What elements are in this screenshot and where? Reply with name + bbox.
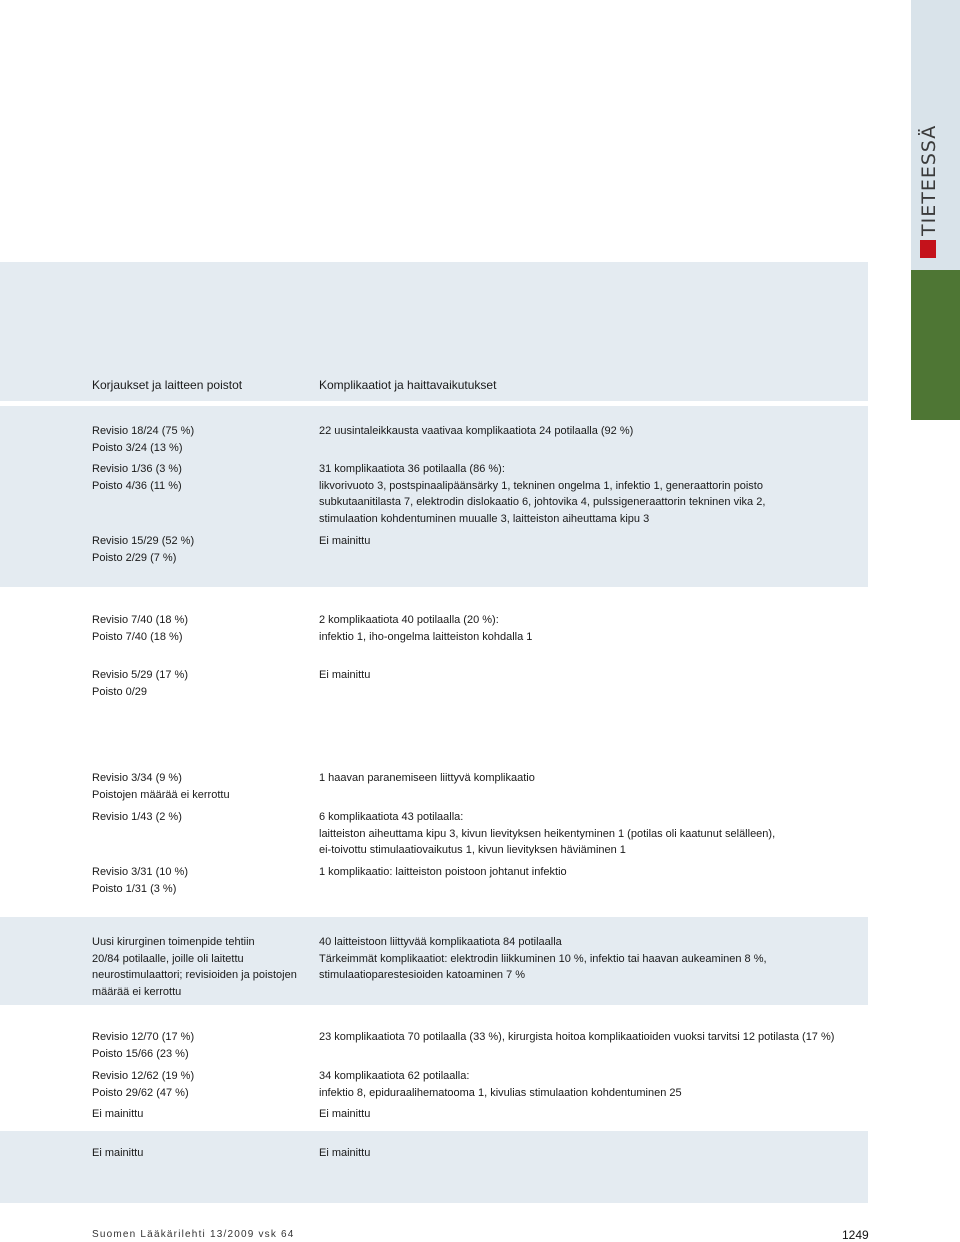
- table-row-right: 23 komplikaatiota 70 potilaalla (33 %), kirurgista hoitoa komplikaatioiden vuoksi tarvitsi 12 potilasta (17 %): [319, 1031, 835, 1043]
- table-band-5: [0, 1131, 868, 1203]
- table-row-left: Revisio 1/43 (2 %): [92, 811, 182, 823]
- section-label: TIETEESSÄ: [918, 124, 940, 236]
- table-row-right: 31 komplikaatiota 36 potilaalla (86 %): likvorivuoto 3, postspinaalipäänsärky 1, tekninen ongelma 1, infektio 1, generaattorin poisto subkutaanitilasta 7, elektrodin dislokaatio 6, johtovika 4, pulssigeneraattorin tekninen vika 2, stimulaation kohdentuminen muualle 3, laitteiston aiheuttama kipu 3: [319, 463, 766, 525]
- table-row-left: Revisio 5/29 (17 %) Poisto 0/29: [92, 669, 188, 698]
- table-row-right: Ei mainittu: [319, 1147, 371, 1159]
- table-row-right: 1 haavan paranemiseen liittyvä komplikaatio: [319, 772, 535, 784]
- column-header-left: Korjaukset ja laitteen poistot: [92, 378, 243, 392]
- table-row-left: Ei mainittu: [92, 1108, 144, 1120]
- table-row-left: Ei mainittu: [92, 1147, 144, 1159]
- table-row-right: 34 komplikaatiota 62 potilaalla: infektio 8, epiduraalihematooma 1, kivulias stimulaation kohdentuminen 25: [319, 1070, 682, 1099]
- table-row-left: Revisio 3/31 (10 %) Poisto 1/31 (3 %): [92, 866, 188, 895]
- table-row-right: Ei mainittu: [319, 535, 371, 547]
- table-row-left: Revisio 15/29 (52 %) Poisto 2/29 (7 %): [92, 535, 195, 564]
- table-row-right: 1 komplikaatio: laitteiston poistoon johtanut infektio: [319, 866, 567, 878]
- table-row-right: 40 laitteistoon liittyvää komplikaatiota 84 potilaalla Tärkeimmät komplikaatiot: elektrodin liikkuminen 10 %, infektio tai haavan aukeaminen 8 %, stimulaatioparestesioiden katoaminen 7 %: [319, 936, 767, 981]
- table-row-left: Revisio 1/36 (3 %) Poisto 4/36 (11 %): [92, 463, 182, 492]
- page-number: 1249: [842, 1228, 869, 1242]
- section-marker-square: [920, 240, 936, 258]
- table-row-right: Ei mainittu: [319, 669, 371, 681]
- table-row-right: 22 uusintaleikkausta vaativaa komplikaatiota 24 potilaalla (92 %): [319, 425, 634, 437]
- column-header-right: Komplikaatiot ja haittavaikutukset: [319, 378, 497, 392]
- table-row-right: 6 komplikaatiota 43 potilaalla: laitteiston aiheuttama kipu 3, kivun lievityksen heikentyminen 1 (potilas oli kaatunut selälleen), ei-toivottu stimulaatiovaikutus 1, kivun lievityksen häviäminen 1: [319, 811, 776, 856]
- side-strip-green: [911, 270, 960, 420]
- table-row-left: Revisio 12/70 (17 %) Poisto 15/66 (23 %): [92, 1031, 195, 1060]
- journal-footer: Suomen Lääkärilehti 13/2009 vsk 64: [92, 1229, 295, 1240]
- table-row-left: Uusi kirurginen toimenpide tehtiin 20/84 potilaalle, joille oli laitettu neurostimulaattori; revisioiden ja poistojen määrää ei kerrottu: [92, 936, 297, 998]
- table-row-left: Revisio 7/40 (18 %) Poisto 7/40 (18 %): [92, 614, 188, 643]
- table-row-left: Revisio 12/62 (19 %) Poisto 29/62 (47 %): [92, 1070, 195, 1099]
- table-row-left: Revisio 18/24 (75 %) Poisto 3/24 (13 %): [92, 425, 195, 454]
- table-row-left: Revisio 3/34 (9 %) Poistojen määrää ei kerrottu: [92, 772, 230, 801]
- table-row-right: 2 komplikaatiota 40 potilaalla (20 %): infektio 1, iho-ongelma laitteiston kohdalla 1: [319, 614, 533, 643]
- table-row-right: Ei mainittu: [319, 1108, 371, 1120]
